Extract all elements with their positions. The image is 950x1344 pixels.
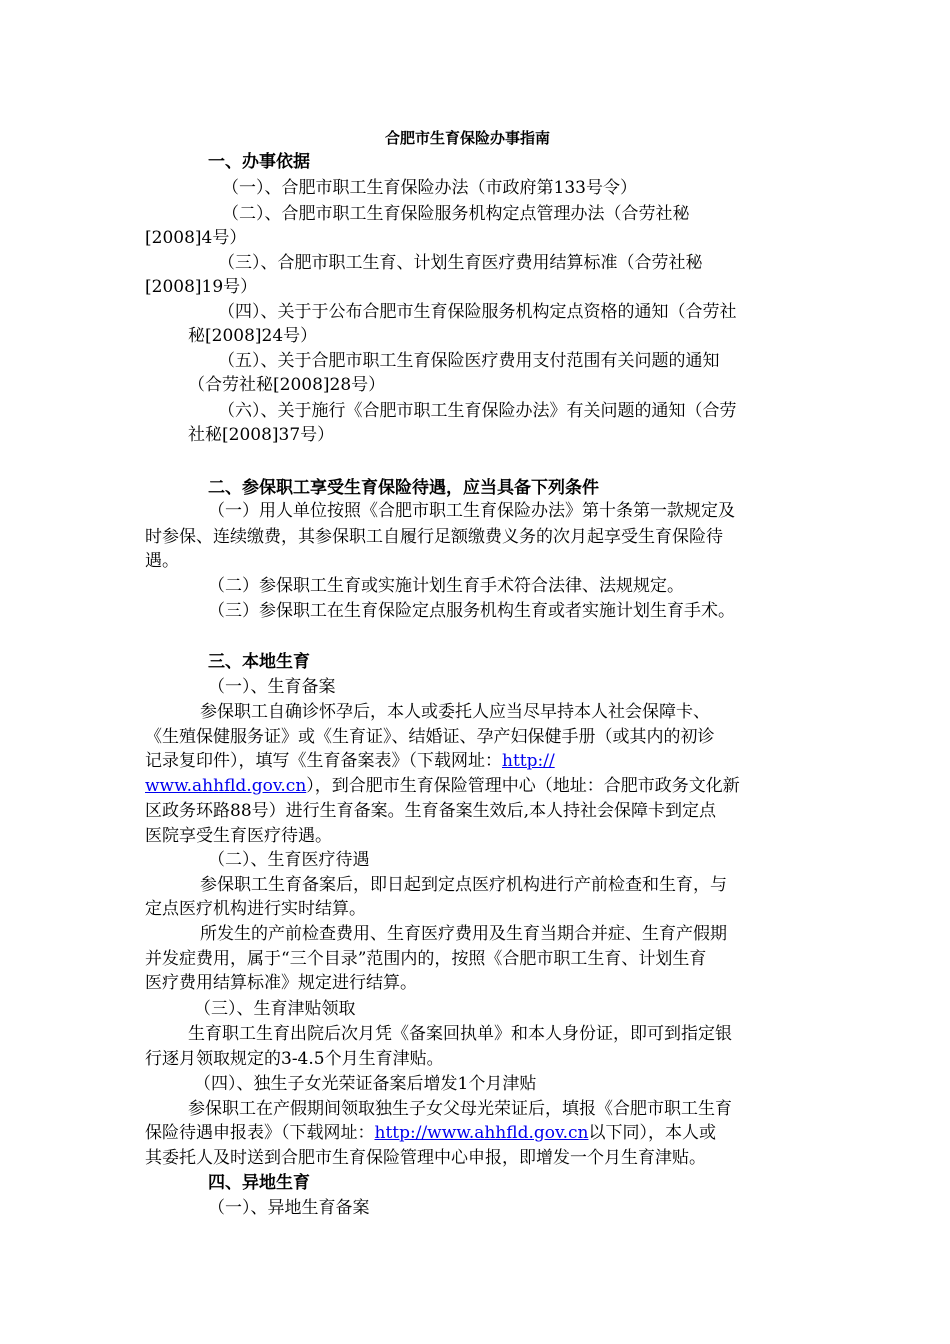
text-line [145, 774, 740, 798]
text-line: （一）用人单位按照《合肥市职工生育保险办法》第十条第一款规定及 [208, 501, 735, 521]
text-line: （一）、合肥市职工生育保险办法（市政府第133号令） [222, 178, 637, 198]
text-line: 《生殖保健服务证》或《生育证》、结婚证、孕产妇保健手册（或其内的初诊 [145, 727, 715, 747]
section-heading: 四、异地生育 [208, 1173, 310, 1193]
document-title: 合肥市生育保险办事指南 [385, 129, 551, 147]
text-line: （二）参保职工生育或实施计划生育手术符合法律、法规规定。 [208, 576, 684, 596]
text-line: （三）参保职工在生育保险定点服务机构生育或者实施计划生育手术。 [208, 601, 735, 621]
subsection-heading: （二）、生育医疗待遇 [208, 850, 370, 870]
subsection-heading: （一）、生育备案 [208, 677, 336, 697]
text-line: 医疗费用结算标准》规定进行结算。 [145, 973, 417, 993]
text-line: 医院享受生育医疗待遇。 [145, 826, 332, 846]
text-line: 时参保、连续缴费，其参保职工自履行足额缴费义务的次月起享受生育保险待 [145, 527, 723, 547]
download-link[interactable]: http:// [502, 751, 555, 771]
text-line: 生育职工生育出院后次月凭《备案回执单》和本人身份证，即可到指定银 [188, 1024, 732, 1044]
text-line: 秘[2008]24号） [188, 326, 318, 346]
subsection-heading: （四）、独生子女光荣证备案后增发1个月津贴 [194, 1074, 537, 1094]
text-line: 社秘[2008]37号） [188, 425, 335, 445]
text-line: 参保职工在产假期间领取独生子女父母光荣证后，填报《合肥市职工生育 [188, 1099, 732, 1119]
text-segment: 保险待遇申报表》（下载网址： [145, 1123, 375, 1143]
text-line: （二）、合肥市职工生育保险服务机构定点管理办法（合劳社秘 [222, 204, 690, 224]
text-line: 行逐月领取规定的3-4.5个月生育津贴。 [145, 1049, 444, 1069]
text-line: 并发症费用，属于“三个目录”范围内的，按照《合肥市职工生育、计划生育 [145, 949, 707, 969]
download-link[interactable]: www.ahhfld.gov.cn [145, 776, 307, 796]
text-segment: ），到合肥市生育保险管理中心（地址：合肥市政务文化新 [306, 776, 740, 796]
section-heading: 一、办事依据 [208, 152, 310, 172]
text-line: （合劳社秘[2008]28号） [188, 375, 386, 395]
text-line [145, 749, 555, 773]
download-link[interactable]: http://www.ahhfld.gov.cn [374, 1123, 589, 1143]
text-line: （三）、合肥市职工生育、计划生育医疗费用结算标准（合劳社秘 [218, 253, 703, 273]
section-heading: 三、本地生育 [208, 652, 310, 672]
text-line: 其委托人及时送到合肥市生育保险管理中心申报，即增发一个月生育津贴。 [145, 1148, 706, 1168]
text-segment: 记录复印件），填写《生育备案表》（下载网址： [145, 751, 502, 771]
text-line: 参保职工自确诊怀孕后，本人或委托人应当尽早持本人社会保障卡、 [200, 702, 710, 722]
text-segment: 以下同），本人或 [588, 1123, 716, 1143]
text-line: 参保职工生育备案后，即日起到定点医疗机构进行产前检查和生育，与 [200, 875, 727, 895]
text-line: （五）、关于合肥市职工生育保险医疗费用支付范围有关问题的通知 [218, 351, 720, 371]
text-line: （四）、关于于公布合肥市生育保险服务机构定点资格的通知（合劳社 [218, 302, 737, 322]
text-line: （六）、关于施行《合肥市职工生育保险办法》有关问题的通知（合劳 [218, 401, 737, 421]
subsection-heading: （三）、生育津贴领取 [194, 999, 356, 1019]
text-line: 所发生的产前检查费用、生育医疗费用及生育当期合并症、生育产假期 [200, 924, 727, 944]
text-line: [2008]19号） [145, 277, 258, 297]
text-line: 定点医疗机构进行实时结算。 [145, 899, 366, 919]
text-line: [2008]4号） [145, 228, 247, 248]
text-line: 遇。 [145, 551, 179, 571]
text-line: 区政务环路88号）进行生育备案。生育备案生效后,本人持社会保障卡到定点 [145, 801, 717, 821]
subsection-heading: （一）、异地生育备案 [208, 1198, 370, 1218]
section-heading: 二、参保职工享受生育保险待遇，应当具备下列条件 [208, 478, 599, 498]
text-line [145, 1121, 716, 1145]
